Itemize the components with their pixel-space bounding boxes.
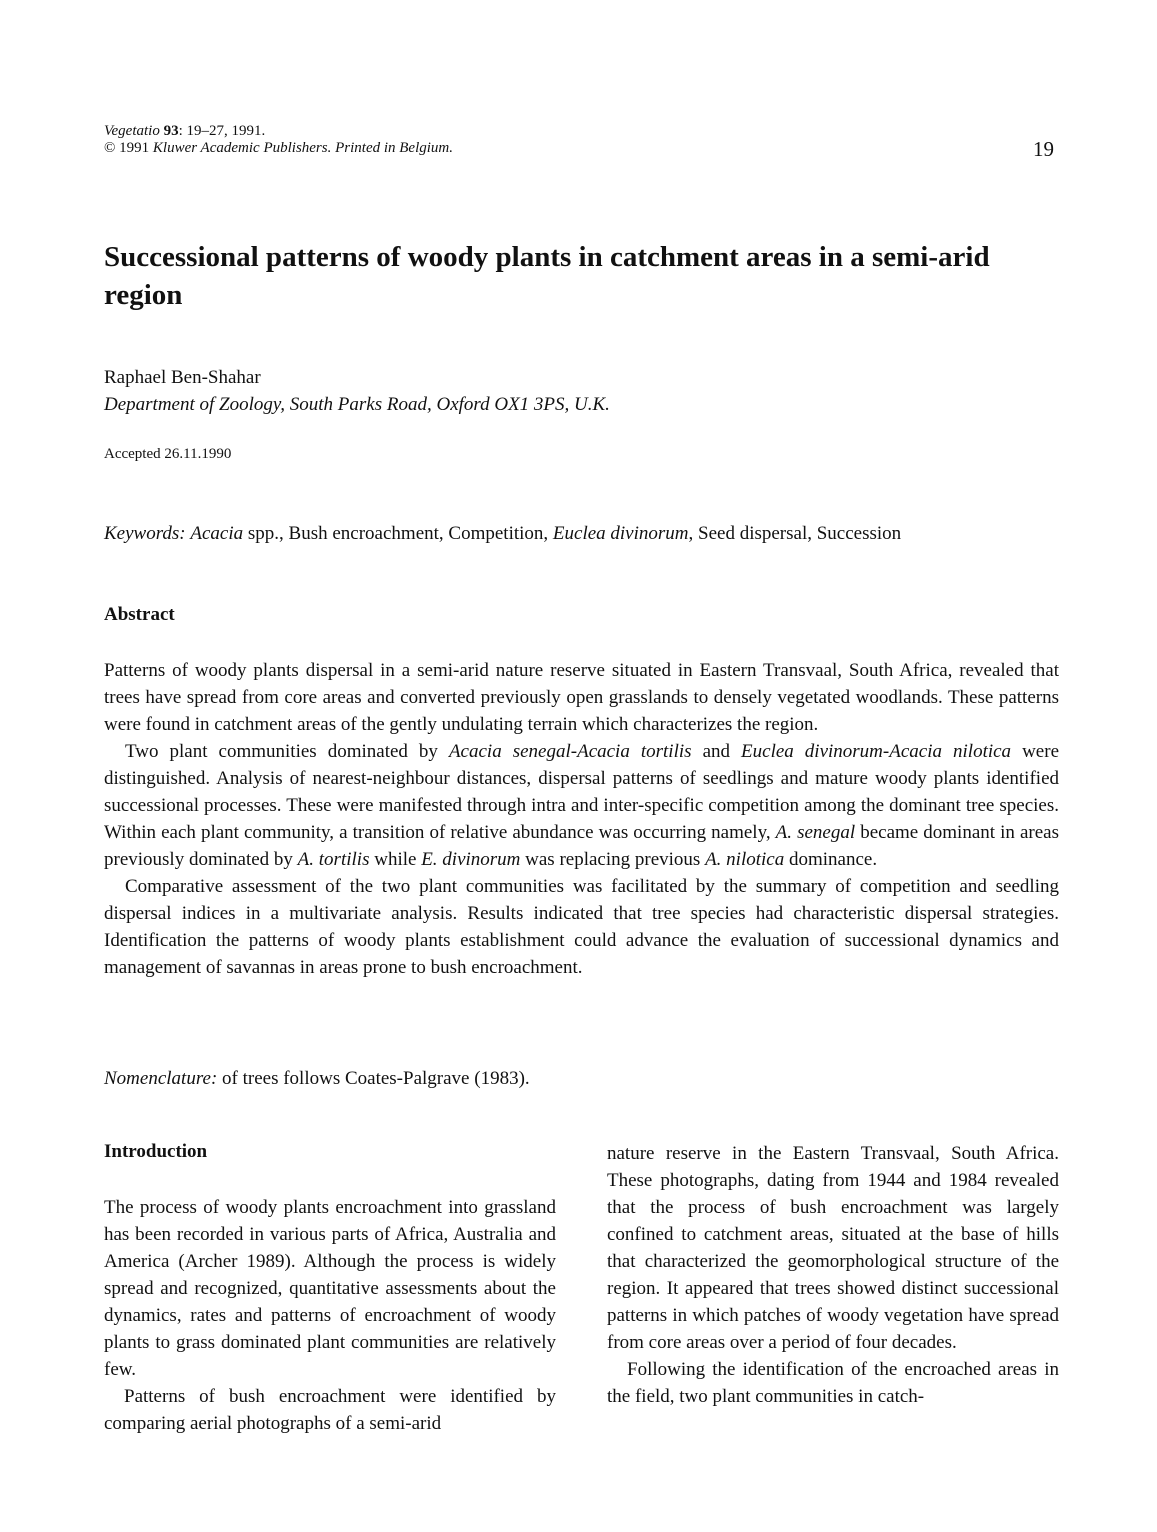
abstract-paragraph-1: Patterns of woody plants dispersal in a semi-arid nature reserve situated in Eastern Transvaal, South Africa, revealed that trees have spread from core areas and converted previously open grasslands to densely vegetated woodlands. These patterns were found in catchment areas of the gently undulating terrain which characterizes the region. (104, 660, 1059, 735)
abstract-p2-text: were distinguished. Analysis of nearest-neighbour distances, dispersal patterns of seedlings and mature woody plants identified successional processes. These were manifested through intra and inter-specific competition among the dominant tree species. Within each plant community, a transition of relative abundance was occurring namely, (104, 741, 1059, 843)
species-name: A. tortilis (297, 849, 370, 870)
keywords-text-1: spp., Bush encroachment, Competition, (243, 523, 553, 544)
accepted-date: Accepted 26.11.1990 (104, 446, 232, 462)
journal-volume: 93 (163, 123, 179, 139)
left-column (104, 1194, 556, 1437)
copyright-line (104, 137, 1054, 161)
abstract-p2-text: Two plant communities dominated by (125, 741, 449, 762)
species-name: E. divinorum (421, 849, 521, 870)
citation-line (104, 123, 1054, 140)
keywords (104, 521, 1064, 547)
nomenclature-text: of trees follows Coates-Palgrave (1983). (217, 1068, 530, 1089)
intro-paragraph-continued: nature reserve in the Eastern Transvaal, South Africa. These photographs, dating from 1944 and 1984 revealed that the process of bush encroachment was largely confined to catchment areas, situated at the base of hills that characterized the geomorphological structure of the region. It appeared that trees showed distinct successional patterns in which patches of woody vegetation have spread from core areas over a period of four decades. (607, 1143, 1059, 1353)
species-name: Euclea divinorum-Acacia nilotica (741, 741, 1012, 762)
page-number: 19 (1033, 137, 1054, 161)
species-name: A. senegal (775, 822, 856, 843)
abstract-paragraph-2 (104, 738, 1059, 873)
keywords-text-2: , Seed dispersal, Succession (688, 523, 902, 544)
intro-paragraph-1: The process of woody plants encroachment into grassland has been recorded in various parts of Africa, Australia and America (Archer 1989). Although the process is widely spread and recognized, quantitative assessments about the dynamics, rates and patterns of encroachment of woody plants to grass dominated plant communities are relatively few. (104, 1197, 556, 1380)
abstract-p2-text: dominance. (784, 849, 878, 870)
publisher-name: Kluwer Academic Publishers. Printed in Belgium. (152, 140, 454, 156)
keyword-euclea: Euclea divinorum (552, 523, 689, 544)
intro-paragraph-2: Patterns of bush encroachment were identified by comparing aerial photographs of a semi-arid (104, 1386, 556, 1434)
introduction-heading: Introduction (104, 1141, 208, 1162)
journal-pages: : 19–27, 1991. (178, 123, 266, 139)
article-title: Successional patterns of woody plants in catchment areas in a semi-arid region (104, 241, 990, 311)
species-name: Acacia senegal-Acacia tortilis (448, 741, 692, 762)
author-affiliation: Department of Zoology, South Parks Road, Oxford OX1 3PS, U.K. (104, 394, 610, 415)
right-column (607, 1140, 1059, 1410)
intro-paragraph-3: Following the identification of the encroached areas in the field, two plant communities in catch- (607, 1359, 1059, 1407)
abstract-p2-text: while (369, 849, 422, 870)
abstract-p2-text: and (691, 741, 742, 762)
journal-header (104, 123, 1054, 161)
author-name: Raphael Ben-Shahar (104, 367, 261, 388)
abstract-p2-text: was replacing previous (520, 849, 706, 870)
abstract-heading: Abstract (104, 604, 175, 625)
journal-name: Vegetatio (104, 123, 160, 139)
nomenclature-note (104, 1066, 530, 1092)
copyright-prefix: © 1991 (104, 140, 153, 156)
keyword-acacia: Acacia (190, 523, 244, 544)
abstract-p2-text: became dominant in areas previously dominated by (104, 822, 1059, 870)
keywords-label: Keywords: (104, 523, 186, 544)
nomenclature-label: Nomenclature: (104, 1068, 218, 1089)
abstract-body (104, 657, 1059, 981)
abstract-paragraph-3: Comparative assessment of the two plant communities was facilitated by the summary of competition and seedling dispersal indices in a multivariate analysis. Results indicated that tree species had characteristic dispersal strategies. Identification the patterns of woody plants establishment could advance the evaluation of successional dynamics and management of savannas in areas prone to bush encroachment. (104, 876, 1059, 978)
species-name: A. nilotica (705, 849, 785, 870)
